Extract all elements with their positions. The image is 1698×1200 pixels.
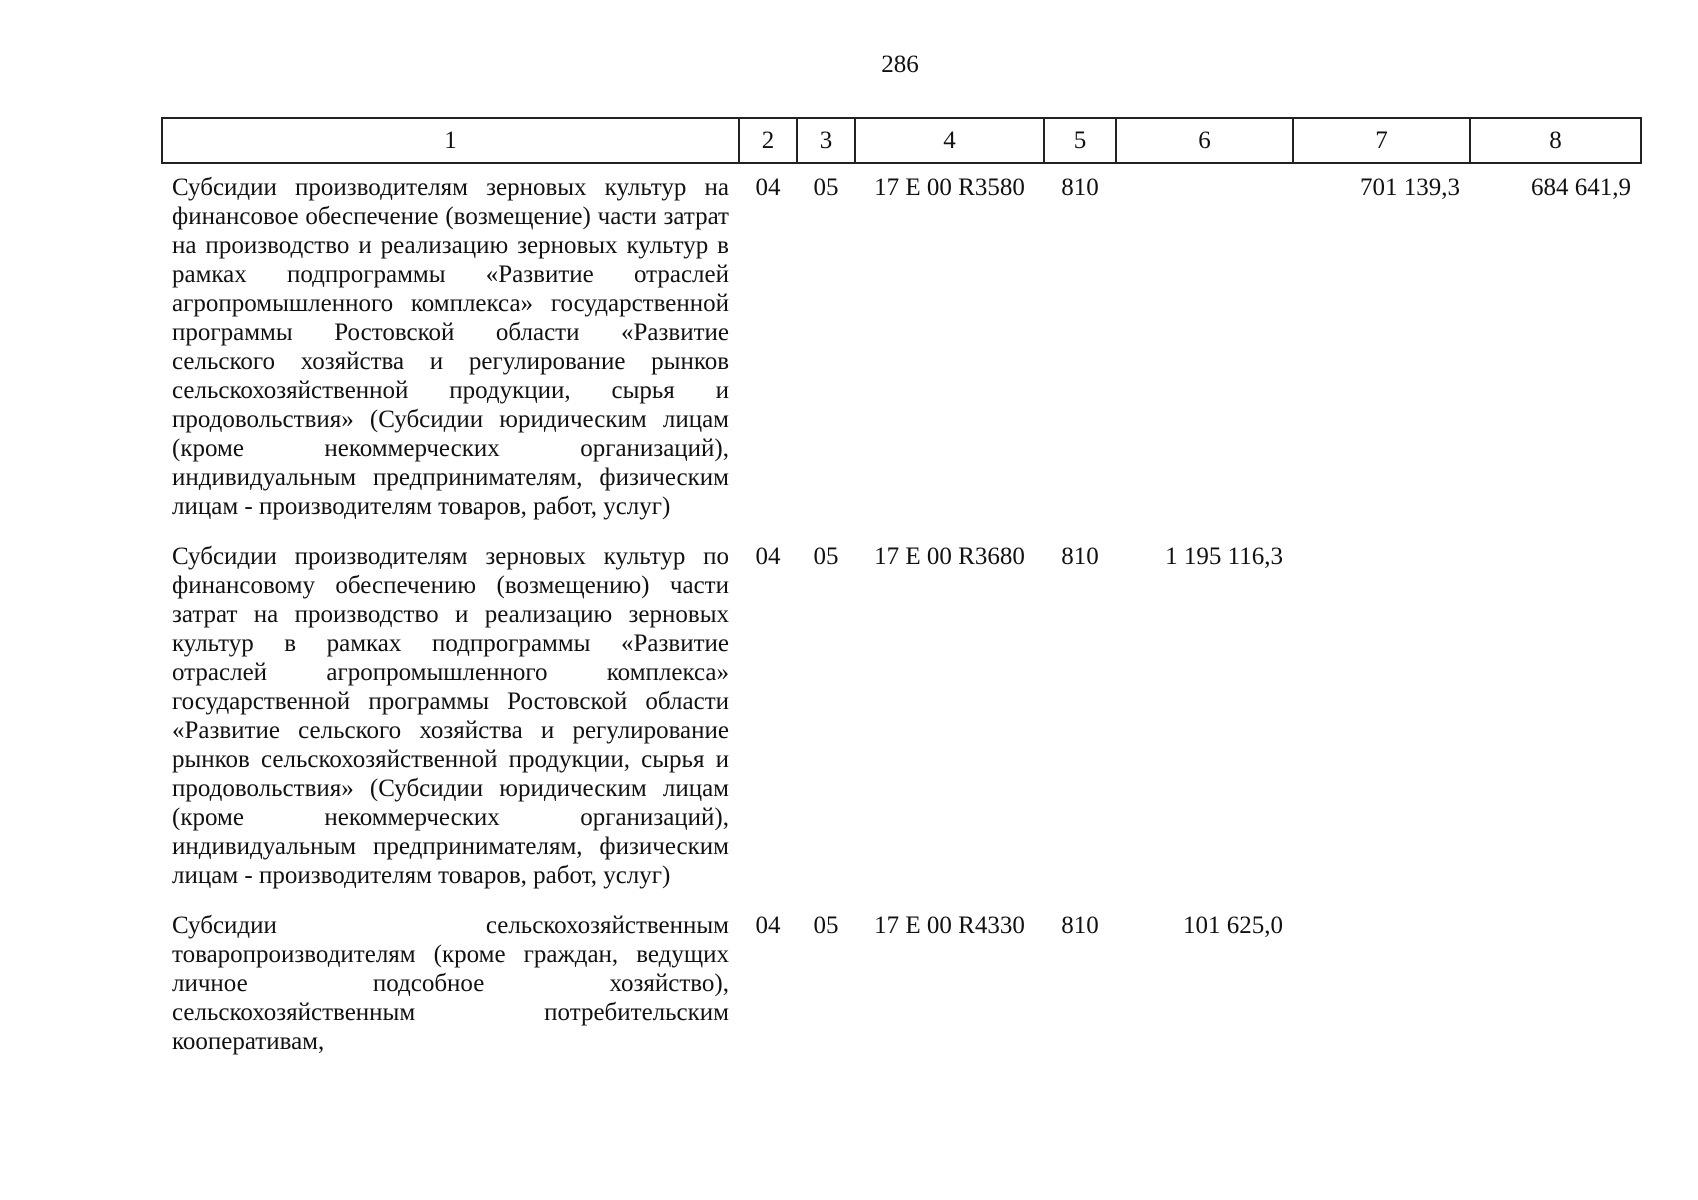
row-description: Субсидии сельскохозяйственным товаропроизводителям (кроме граждан, ведущих личное подсобное хозяйство), сельскохозяйственным потребительским кооперативам, <box>172 912 729 1055</box>
expense-type-code: 810 <box>1061 543 1099 570</box>
row-description: Субсидии производителям зерновых культур по финансовому обеспечению (возмещению) части затрат на производство и реализацию зерновых культур в рамках подпрограммы «Развитие отраслей агропромышленного комплекса» государственной программы Ростовской области «Развитие сельского хозяйства и регулирование рынков сельскохозяйственной продукции, сырья и продовольствия» (Субсидии юридическим лицам (кроме некоммерческих организаций), индивидуальным предпринимателям, физическим лицам - производителям товаров, работ, услуг) <box>172 543 729 889</box>
column-header-7: 7 <box>1293 118 1470 163</box>
target-article-code: 17 Е 00 R3680 <box>874 543 1025 570</box>
amount-column-6 <box>1116 163 1293 533</box>
column-header-3: 3 <box>797 118 855 163</box>
amount-column-8: 684 641,9 <box>1531 174 1631 201</box>
amount-column-8 <box>1470 902 1641 1068</box>
column-header-5: 5 <box>1044 118 1116 163</box>
table-row <box>162 163 1641 533</box>
target-article-code: 17 Е 00 R3580 <box>874 174 1025 201</box>
section-code: 04 <box>755 912 781 939</box>
section-code: 04 <box>755 543 781 570</box>
expense-type-code: 810 <box>1061 912 1099 939</box>
amount-column-8 <box>1470 533 1641 902</box>
expense-type-code: 810 <box>1061 174 1099 201</box>
row-description: Субсидии производителям зерновых культур на финансовое обеспечение (возмещение) части затрат на производство и реализацию зерновых культур в рамках подпрограммы «Развитие отраслей агропромышленного комплекса» государственной программы Ростовской области «Развитие сельского хозяйства и регулирование рынков сельскохозяйственной продукции, сырья и продовольствия» (Субсидии юридическим лицам (кроме некоммерческих организаций), индивидуальным предпринимателям, физическим лицам - производителям товаров, работ, услуг) <box>172 174 729 520</box>
page-number: 286 <box>881 51 919 78</box>
header-row <box>162 118 1641 163</box>
budget-table <box>161 117 1642 1068</box>
table-row <box>162 902 1641 1068</box>
amount-column-7: 701 139,3 <box>1360 174 1460 201</box>
subsection-code: 05 <box>813 543 839 570</box>
column-header-6: 6 <box>1116 118 1293 163</box>
amount-column-7 <box>1293 902 1470 1068</box>
section-code: 04 <box>755 174 781 201</box>
amount-column-6: 101 625,0 <box>1183 912 1283 939</box>
column-header-1: 1 <box>162 118 739 163</box>
amount-column-6: 1 195 116,3 <box>1165 543 1283 570</box>
subsection-code: 05 <box>813 912 839 939</box>
subsection-code: 05 <box>813 174 839 201</box>
amount-column-7 <box>1293 533 1470 902</box>
table-row <box>162 533 1641 902</box>
column-header-8: 8 <box>1470 118 1641 163</box>
target-article-code: 17 Е 00 R4330 <box>874 912 1025 939</box>
column-header-4: 4 <box>855 118 1044 163</box>
column-header-2: 2 <box>739 118 797 163</box>
